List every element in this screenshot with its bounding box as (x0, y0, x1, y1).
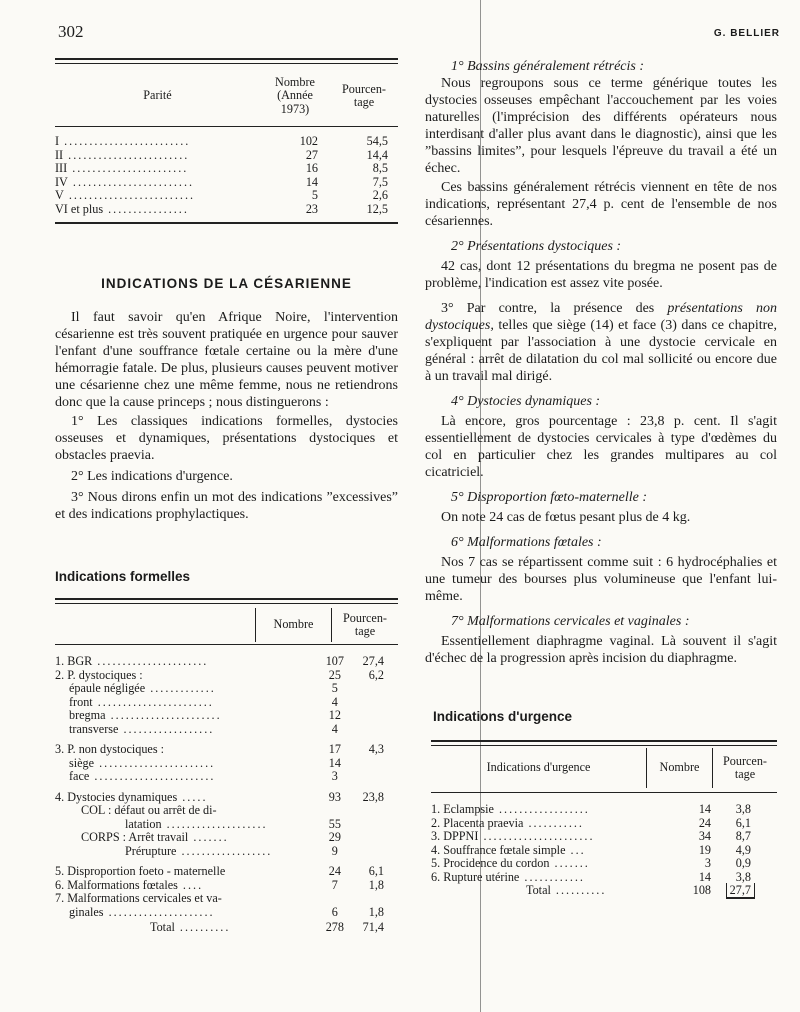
parite-nombre: 23 (305, 201, 318, 216)
urgence-cell (431, 857, 646, 871)
urgence-label-header: Indications d'urgence (431, 748, 647, 788)
total-row (55, 919, 398, 935)
formelles-label: transverse (69, 722, 119, 736)
formelles-label: front (69, 695, 93, 709)
formelles-cell (55, 831, 307, 845)
formelles-pct: 6,2 (368, 667, 384, 682)
total-row (431, 884, 777, 898)
table-row (55, 879, 398, 893)
urgence-pct: 0,9 (735, 856, 751, 870)
urgence-nombre-header: Nombre (647, 748, 713, 788)
table-row (55, 669, 398, 683)
leader-dots: .... (177, 878, 204, 892)
formelles-label: ginales (69, 905, 104, 919)
table-row (431, 857, 777, 871)
formelles-label: 7. Malformations cervicales et va- (55, 892, 222, 905)
formelles-nombre: 25 (328, 667, 341, 682)
urgence-cell (431, 830, 646, 844)
s3-text-post: telles que siège (14) et face (3) dans ce chapitre, s'expliquent par l'association à une dystocie cervicale en général : arrêt de dilatation du col mal sollicité ou encore due à un travail mal dirigé. (425, 318, 777, 384)
formelles-cell (55, 858, 307, 879)
s2-heading: 2° Présentations dystociques : (451, 239, 622, 254)
formelles-pct: 23,8 (362, 789, 384, 804)
formelles-cell (55, 655, 307, 669)
formelles-label: 4. Dystocies dynamiques (55, 789, 178, 804)
formelles-label: bregma (69, 709, 106, 722)
formelles-total-label: Total (150, 920, 175, 934)
table-row (55, 176, 398, 190)
formelles-nombre: 4 (331, 721, 338, 736)
parite-label: II (55, 148, 64, 162)
formelles-nombre: 24 (328, 864, 341, 878)
formelles-label: 6. Malformations fœtales (55, 878, 178, 892)
formelles-pct-header: Pourcen- tage (343, 610, 387, 638)
table-row (55, 682, 398, 696)
parite-nombre: 102 (299, 134, 318, 148)
leader-dots: ..................... (103, 905, 215, 919)
formelles-pct (363, 757, 398, 771)
parite-nombre: 5 (311, 188, 318, 202)
table-row (431, 817, 777, 831)
parite-col-header: Parité (143, 88, 172, 103)
leader-dots: .................. (176, 844, 273, 858)
urgence-label: 3. DPPNI (431, 830, 479, 843)
leader-dots: .................. (493, 803, 590, 816)
formelles-cell (55, 723, 307, 737)
table-row (55, 736, 398, 757)
table-row (55, 845, 398, 859)
table-row (55, 784, 398, 805)
urgence-pct: 6,1 (735, 815, 751, 830)
parite-label: VI et plus (55, 202, 104, 216)
formelles-nombre: 4 (331, 694, 338, 709)
formelles-label: face (69, 770, 90, 783)
parite-label: IV (55, 175, 68, 189)
urgence-nombre: 19 (698, 842, 711, 857)
formelles-cell (55, 736, 307, 757)
formelles-nombre (307, 892, 363, 906)
formelles-cell (55, 696, 307, 710)
leader-dots: .................... (161, 817, 268, 831)
s4-heading: 4° Dystocies dynamiques : (451, 394, 601, 409)
parite-pct: 14,4 (366, 147, 388, 162)
formelles-label: 1. BGR (55, 655, 93, 668)
parite-pct-header: Pourcen- tage (342, 81, 386, 109)
intro-paragraph-4: 3° Nous dirons enfin un mot des indications ”excessives” et des indications prophylactiques. (55, 490, 398, 522)
urgence-cell (431, 817, 646, 831)
urgence-table (425, 740, 777, 898)
leader-dots: ......................... (59, 135, 191, 148)
s2-paragraph: 42 cas, dont 12 présentations du bregma ne posent pas de problème, l'indication est assez vite posée. (425, 259, 777, 291)
formelles-pct: 1,8 (368, 877, 384, 892)
formelles-pct (363, 709, 398, 723)
urgence-title: Indications d'urgence (433, 709, 572, 724)
formelles-total-pct: 71,4 (362, 920, 384, 934)
formelles-nombre: 55 (328, 816, 341, 831)
formelles-pct (363, 723, 398, 737)
formelles-label: 3. P. non dystociques : (55, 742, 165, 756)
urgence-cell (431, 803, 646, 817)
formelles-cell (55, 669, 307, 683)
leader-dots: ....... (188, 831, 229, 844)
table-row (55, 892, 398, 906)
right-column (425, 58, 777, 898)
formelles-label: 5. Disproportion foeto - maternelle (55, 864, 226, 878)
leader-dots: ...................... (105, 709, 222, 722)
parite-table (55, 58, 398, 224)
urgence-total-pct-cell (717, 884, 777, 898)
table-row (55, 723, 398, 737)
running-author: G. BELLIER (713, 28, 780, 39)
leader-dots: ............. (145, 682, 216, 695)
parite-nombre: 27 (305, 147, 318, 162)
urgence-cell (431, 844, 646, 858)
formelles-label: COL : défaut ou arrêt de di- (81, 804, 217, 817)
table-row (55, 696, 398, 710)
formelles-cell (55, 879, 307, 893)
s3-text-pre: 3° Par contre, la présence des (441, 301, 655, 316)
table-row (55, 757, 398, 771)
parite-label: V (55, 189, 64, 202)
table-row (55, 818, 398, 832)
s5-heading: 5° Disproportion fœto-maternelle : (451, 490, 648, 505)
page-number: 302 (58, 22, 84, 41)
urgence-label: 5. Procidence du cordon (431, 857, 550, 870)
s4-paragraph: Là encore, gros pourcentage : 23,8 p. cent. Il s'agit essentiellement de dystocies cervicales à type d'œdèmes du col en particulier chez les grandes multipares au col cicatriciel. (425, 414, 777, 480)
formelles-cell (55, 709, 307, 723)
intro-text (55, 309, 398, 523)
leader-dots: ........... (523, 816, 584, 830)
section-title: INDICATIONS DE LA CÉSARIENNE (101, 276, 352, 291)
urgence-pct: 3,8 (735, 869, 751, 884)
formelles-label: CORPS : Arrêt travail (81, 831, 189, 844)
parite-nombre: 16 (305, 161, 318, 175)
intro-paragraph-2: 1° Les classiques indications formelles, dystocies osseuses et dynamiques, présentations dystociques et obstacles praevia. (55, 414, 398, 463)
table-row (431, 844, 777, 858)
leader-dots: ....................... (67, 162, 189, 175)
formelles-nombre: 7 (331, 877, 338, 892)
formelles-pct (363, 770, 398, 784)
formelles-label: 2. P. dystociques : (55, 668, 143, 682)
formelles-pct: 27,4 (362, 654, 384, 668)
leader-dots: ....................... (94, 756, 216, 770)
formelles-nombre: 9 (331, 843, 338, 858)
parite-pct: 54,5 (366, 134, 388, 148)
table-row (431, 830, 777, 844)
leader-dots: ................ (103, 202, 189, 216)
leader-dots: ....... (549, 857, 590, 870)
urgence-nombre: 14 (698, 802, 711, 816)
leader-dots: ...................... (478, 830, 595, 843)
intro-paragraph-3: 2° Les indications d'urgence. (71, 469, 233, 484)
formelles-pct (363, 831, 398, 845)
parite-cell (55, 135, 260, 149)
s1-paragraph-1: Nous regroupons sous ce terme générique toutes les dystocies osseuses empêchant l'accouchement par les voies naturelles (l'imprécision des différents opérateurs nous interdisant d'aller plus avant dans le diagnostic), ainsi que les ”bassins limites”, pour lesquels l'épreuve du travail a été un échec. (425, 76, 777, 176)
formelles-cell (55, 906, 307, 920)
parite-nombre: 14 (305, 174, 318, 189)
table-row (55, 203, 398, 217)
formelles-cell (55, 804, 307, 818)
leader-dots: ..... (177, 789, 208, 804)
formelles-nombre: 6 (331, 904, 338, 919)
formelles-pct (363, 804, 398, 818)
formelles-cell (55, 892, 307, 906)
formelles-pct (363, 892, 398, 906)
leader-dots: ........................ (63, 148, 190, 162)
formelles-nombre: 3 (331, 769, 338, 783)
s1-heading: 1° Bassins généralement rétrécis : (451, 59, 645, 74)
formelles-pct (363, 696, 398, 710)
formelles-nombre: 5 (331, 681, 338, 695)
intro-paragraph-1: Il faut savoir qu'en Afrique Noire, l'intervention césarienne est très souvent pratiquée en urgence pour sauver l'enfant d'une souffrance fœtale certaine ou la mère d'une hémorragie fatale. De plus, plusieurs causes peuvent motiver une césarienne chez une même femme, nous ne retiendrons donc que la cause princeps ; nous distinguerons : (55, 310, 398, 410)
formelles-nombre: 17 (328, 742, 341, 756)
table-row (55, 709, 398, 723)
formelles-pct: 1,8 (368, 904, 384, 919)
table-row (55, 189, 398, 203)
formelles-pct (363, 682, 398, 696)
parite-pct: 8,5 (372, 161, 388, 175)
leader-dots: .......... (174, 920, 231, 934)
leader-dots: ...................... (92, 655, 209, 668)
formelles-nombre: 12 (328, 708, 341, 722)
parite-cell (55, 203, 260, 217)
formelles-cell (55, 682, 307, 696)
s7-paragraph: Essentiellement diaphragme vaginal. Là souvent il s'agit d'échec de la progression après incision du diaphragme. (425, 634, 777, 666)
parite-pct: 2,6 (372, 188, 388, 202)
s3-paragraph (425, 300, 777, 385)
leader-dots: .......... (550, 883, 607, 897)
urgence-total-cell (431, 884, 646, 898)
parite-pct: 12,5 (366, 201, 388, 216)
formelles-nombre: 93 (328, 789, 341, 804)
urgence-nombre: 24 (698, 815, 711, 830)
formelles-pct (363, 845, 398, 859)
urgence-label: 2. Placenta praevia (431, 816, 524, 830)
formelles-cell (55, 845, 307, 859)
leader-dots: ............ (519, 870, 585, 884)
urgence-label: 1. Eclampsie (431, 803, 494, 816)
formelles-title: Indications formelles (55, 569, 191, 584)
leader-dots: ... (565, 843, 586, 857)
formelles-total-nombre: 278 (325, 920, 344, 934)
table-row (55, 149, 398, 163)
urgence-total-nombre: 108 (692, 883, 711, 897)
urgence-pct: 3,8 (735, 802, 751, 816)
urgence-label: 4. Souffrance fœtale simple (431, 843, 566, 857)
urgence-nombre: 14 (698, 869, 711, 884)
table-row (55, 655, 398, 669)
parite-cell (55, 176, 260, 190)
formelles-label: latation (125, 817, 162, 831)
s6-paragraph: Nos 7 cas se répartissent comme suit : 6 hydrocéphalies et une tumeur des bourses plus volumineuse que l'enfant lui-même. (425, 555, 777, 604)
formelles-nombre-header: Nombre (256, 608, 332, 642)
formelles-table (55, 598, 398, 935)
urgence-pct: 4,9 (735, 842, 751, 857)
formelles-cell (55, 757, 307, 771)
parite-cell (55, 162, 260, 176)
parite-nombre-header: Nombre (Année 1973) (275, 74, 315, 116)
formelles-nombre: 29 (328, 830, 341, 844)
parite-label: III (55, 162, 68, 175)
leader-dots: .................. (118, 722, 215, 736)
s7-heading: 7° Malformations cervicales et vaginales : (451, 614, 690, 629)
formelles-nombre (307, 804, 363, 818)
table-row (55, 858, 398, 879)
urgence-label: 6. Rupture utérine (431, 870, 520, 884)
urgence-nombre: 3 (704, 856, 711, 870)
leader-dots: ......................... (63, 189, 196, 202)
left-column (55, 58, 398, 935)
leader-dots: ....................... (92, 695, 214, 709)
parite-cell (55, 189, 260, 203)
s5-paragraph: On note 24 cas de fœtus pesant plus de 4 kg. (441, 510, 691, 525)
table-row (55, 770, 398, 784)
s1-paragraph-2: Ces bassins généralement rétrécis viennent en tête de nos indications, représentant 27,4 p. cent de l'ensemble de nos césariennes. (425, 180, 777, 229)
parite-pct: 7,5 (372, 174, 388, 189)
table-row (55, 906, 398, 920)
formelles-nombre: 107 (325, 654, 344, 668)
page-header (58, 22, 780, 44)
table-row (55, 804, 398, 818)
urgence-total-label: Total (526, 883, 551, 897)
table-row (55, 135, 398, 149)
parite-cell (55, 149, 260, 163)
s3-text-italic: présentations non dystociques, (425, 301, 777, 333)
formelles-cell (55, 770, 307, 784)
s6-heading: 6° Malformations fœtales : (451, 535, 602, 550)
urgence-nombre: 34 (698, 829, 711, 843)
formelles-label: épaule négligée (69, 682, 146, 695)
formelles-pct (363, 818, 398, 832)
formelles-total-cell (55, 919, 307, 935)
parite-label: I (55, 135, 60, 148)
table-row (55, 162, 398, 176)
leader-dots: ........................ (67, 175, 195, 189)
urgence-cell (431, 871, 646, 885)
urgence-total-pct: 27,7 (726, 883, 755, 899)
formelles-label: Prérupture (125, 844, 177, 858)
formelles-pct: 4,3 (368, 742, 384, 756)
table-row (431, 871, 777, 885)
formelles-label: siège (69, 756, 95, 770)
leader-dots: ........................ (89, 770, 216, 783)
formelles-cell (55, 784, 307, 805)
formelles-pct: 6,1 (368, 864, 384, 878)
table-row (55, 831, 398, 845)
table-row (431, 803, 777, 817)
urgence-pct: 8,7 (735, 829, 751, 843)
urgence-pct-header: Pourcen- tage (723, 753, 767, 781)
formelles-nombre: 14 (328, 755, 341, 770)
formelles-cell (55, 818, 307, 832)
